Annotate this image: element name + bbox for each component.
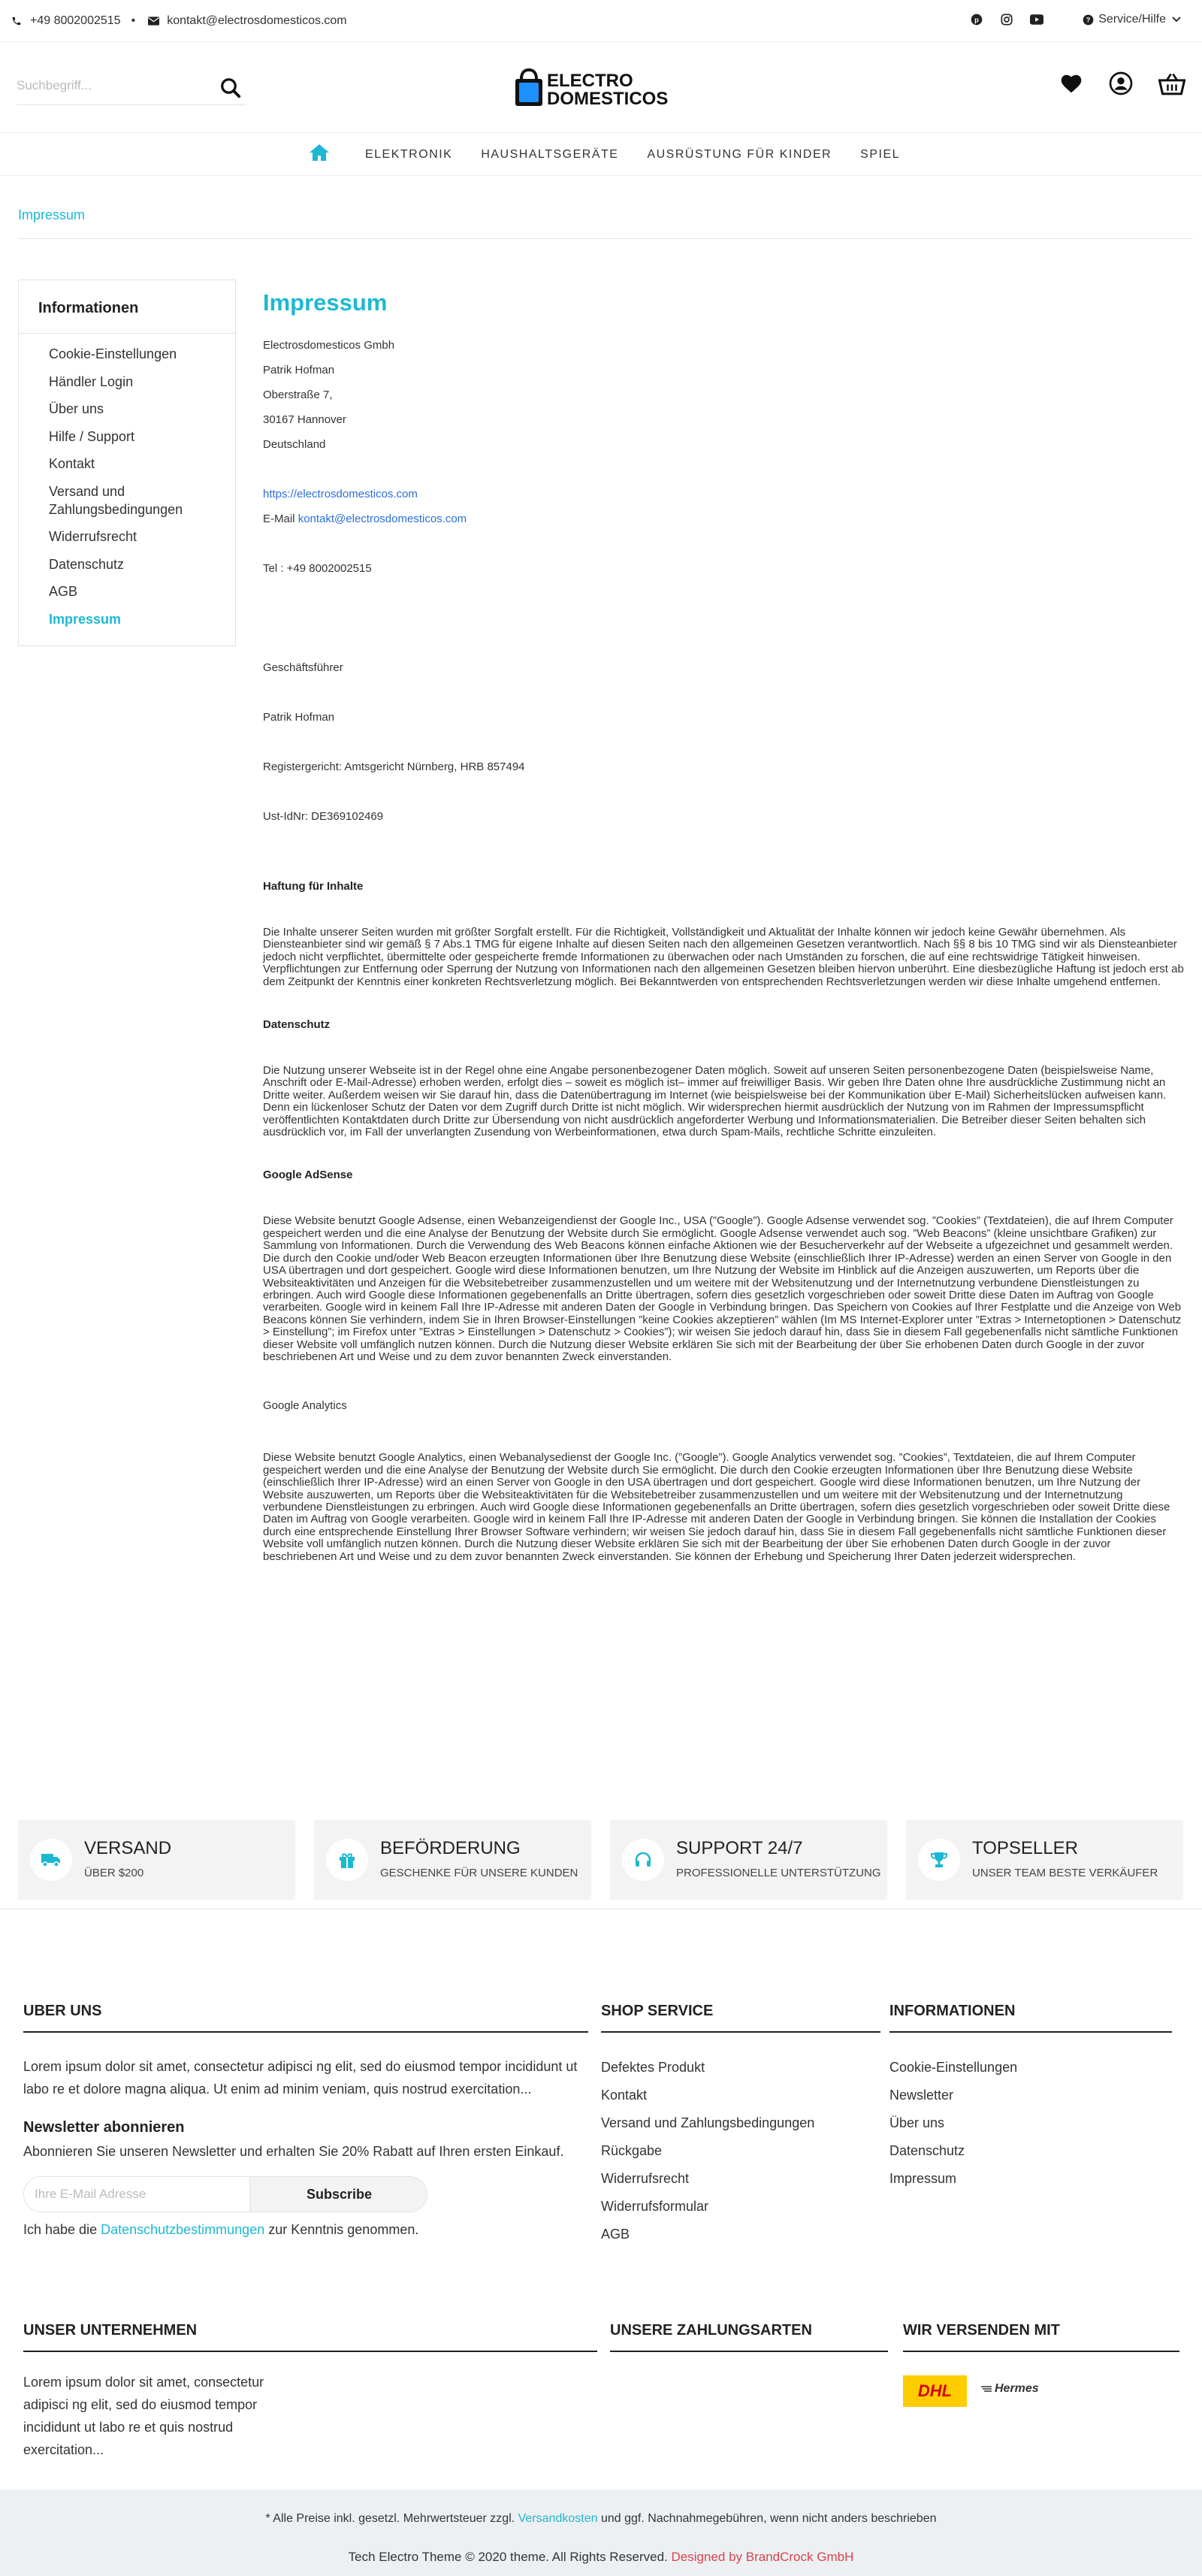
newsletter-privacy <box>23 2222 418 2238</box>
tax-pre: * Alle Preise inkl. gesetzl. Mehrwertsteuer zzgl. <box>265 2512 515 2525</box>
dhl-logo <box>903 2375 967 2407</box>
footer-about-title: UBER UNS <box>23 2003 102 2019</box>
gift-icon <box>326 1839 368 1881</box>
hermes-label: Hermes <box>995 2382 1039 2395</box>
address-street: Oberstraße 7, <box>263 389 333 401</box>
features-strip <box>18 1820 1184 1900</box>
newsletter-title: Newsletter abonnieren <box>23 2119 185 2136</box>
address-company: Electrosdomesticos Gmbh <box>263 339 395 352</box>
shipping-costs-link[interactable]: Versandkosten <box>518 2512 598 2525</box>
feature-title: SUPPORT 24/7 <box>676 1838 803 1858</box>
footer-company-underline <box>23 2351 597 2352</box>
nav-item-ausruestung-kinder[interactable]: AUSRÜSTUNG FÜR KINDER <box>647 147 832 161</box>
analytics-text: Diese Website benutzt Google Analytics, einen Webanalysedienst der Google Inc. (”Google”). Google Analytics verwendet sog. ”Cookies”, Textdateien, die auf Ihrem Computer gespeichert werden und die eine Analyse der Benutzung der Website durch Sie ermöglicht. Die durch den Cookie erzeugten Informationen über Ihre Benutzung diese Website (einschließlich Ihrer IP-Adresse) wird an einen Server von Google in den USA übertragen und dort gespeichert. Google wird diese Informationen benutzen, um Ihre Nutzung der Website auszuwerten, um Reports über die Websiteaktivitäten für die Websitebetreiber zusammenzustellen und um weitere mit der Websitenutzung und der Internetnutzung verbundene Dienstleistungen zu erbringen. Auch wird Google diese Informationen gegebenenfalls an Dritte übertragen, sofern dies gesetzlich vorgeschrieben oder soweit Dritte diese Daten im Auftrag von Google verarbeiten. Google wird in keinem Fall Ihre IP-Adresse mit anderen Daten der Google in Verbindung bringen. Sie können die Installation der Cookies durch eine entsprechende Einstellung Ihrer Browser Software verhindern; wir weisen Sie jedoch darauf hin, dass Sie in diesem Fall gegebenenfalls nicht sämtliche Funktionen dieser Website voll umfänglich nutzen können. Durch die Nutzung dieser Website erklären Sie sich mit der Bearbeitung der über Sie erhobenen Daten durch Google in der zuvor beschriebenen Art und Weise und zu dem zuvor benannten Zweck einverstanden. Sie können der Erhebung und Speicherung Ihrer Daten jederzeit widersprechen. <box>263 1451 1170 1563</box>
feature-support <box>610 1820 887 1900</box>
managing-director-name: Patrik Hofman <box>263 711 335 724</box>
feature-title: TOPSELLER <box>972 1838 1078 1858</box>
footer-info-list <box>889 2054 1017 2193</box>
breadcrumb-divider <box>18 238 1193 239</box>
analytics-heading: Google Analytics <box>263 1399 347 1413</box>
telephone: Tel : +49 8002002515 <box>263 562 372 575</box>
newsletter-subscribe-button[interactable]: Subscribe <box>249 2177 427 2212</box>
feature-versand <box>18 1820 295 1900</box>
footer-payment-underline <box>610 2351 888 2352</box>
envelope-icon <box>146 14 161 29</box>
phone-link[interactable]: +49 8002002515 <box>30 14 121 27</box>
sidebar-item-versand[interactable]: Versand und Zahlungsbedingungen <box>49 483 183 517</box>
header <box>0 43 1202 133</box>
sidebar-divider <box>19 333 235 334</box>
nav-item-spiel[interactable]: SPIEL <box>860 147 901 161</box>
footer-shop-title: SHOP SERVICE <box>601 2003 714 2019</box>
footer-about-text: Lorem ipsum dolor sit amet, consectetur adipisci ng elit, sed do eiusmod tempor incididunt ut labo re et dolore magna aliqua. Ut enim ad minim veniam, quis nostrud exercitation... <box>23 2059 578 2097</box>
sidebar-item-cookie-einstellungen[interactable]: Cookie-Einstellungen <box>49 346 177 361</box>
svg-text:?: ? <box>1086 16 1091 24</box>
wishlist-heart-icon[interactable] <box>1059 71 1083 99</box>
footer-info-title: INFORMATIONEN <box>889 2003 1016 2019</box>
footer-info-item[interactable]: Über uns <box>889 2115 945 2130</box>
sidebar-item-datenschutz[interactable]: Datenschutz <box>49 556 125 572</box>
top-bar <box>0 0 1202 42</box>
address-city: 30167 Hannover <box>263 413 346 426</box>
privacy-post: zur Kenntnis genommen. <box>268 2222 419 2237</box>
trophy-icon <box>918 1839 960 1881</box>
tax-notice <box>0 2512 1202 2526</box>
tax-post: und ggf. Nachnahmegebühren, wenn nicht anders beschrieben <box>600 2512 937 2525</box>
footer-info-item[interactable]: Cookie-Einstellungen <box>889 2060 1018 2075</box>
headset-icon <box>622 1839 664 1881</box>
address-name: Patrik Hofman <box>263 364 335 376</box>
footer-payment-title: UNSERE ZAHLUNGSARTEN <box>610 2322 812 2339</box>
hermes-logo <box>981 2382 1039 2396</box>
designer-link[interactable]: Designed by BrandCrock GmbH <box>671 2550 854 2564</box>
sidebar-item-haendler-login[interactable]: Händler Login <box>49 373 134 389</box>
footer-shop-item[interactable]: Kontakt <box>601 2088 648 2103</box>
sidebar-title: Informationen <box>38 300 139 316</box>
service-menu[interactable] <box>1080 12 1184 27</box>
pinterest-icon[interactable] <box>969 12 984 27</box>
content-email-link[interactable]: kontakt@electrosdomesticos.com <box>297 512 467 525</box>
nav-item-haushaltsgeraete[interactable]: HAUSHALTSGERÄTE <box>481 147 619 161</box>
vat-id: Ust-IdNr: DE369102469 <box>263 810 384 823</box>
footer-shipping-underline <box>903 2351 1179 2352</box>
feature-title: BEFÖRDERUNG <box>380 1838 521 1858</box>
youtube-icon[interactable] <box>1029 12 1044 27</box>
main-content <box>263 289 1184 1563</box>
haftung-text: Die Inhalte unserer Seiten wurden mit größter Sorgfalt erstellt. Für die Richtigkeit, Vollständigkeit und Aktualität der Inhalte können wir jedoch keine Gewähr übernehmen. Als Diensteanbieter sind wir gemäß § 7 Abs.1 TMG für eigene Inhalte auf diesen Seiten nach den allgemeinen Gesetzen verantwortlich. Nach §§ 8 bis 10 TMG sind wir als Diensteanbieter jedoch nicht verpflichtet, übermittelte oder gespeicherte fremde Informationen zu überwachen oder nach Umständen zu forschen, die auf eine rechtswidrige Tätigkeit hinweisen. Verpflichtungen zur Entfernung oder Sperrung der Nutzung von Informationen nach den allgemeinen Gesetzen bleiben hiervon unberührt. Eine diesbezügliche Haftung ist jedoch erst ab dem Zeitpunkt der Kenntnis einer konkreten Rechtsverletzung möglich. Bei Bekanntwerden von entsprechenden Rechtsverletzungen werden wir diese Inhalte umgehend entfernen. <box>263 926 1184 988</box>
logo-text-2: DOMESTICOS <box>547 89 669 109</box>
phone-icon <box>9 14 24 29</box>
feature-befoerderung <box>314 1820 591 1900</box>
privacy-link[interactable]: Datenschutzbestimmungen <box>101 2222 265 2237</box>
home-icon[interactable] <box>288 144 351 165</box>
email-label: E-Mail <box>263 512 295 525</box>
footer-shop-item[interactable]: Widerrufsrecht <box>601 2171 690 2186</box>
svg-text:p: p <box>974 16 980 24</box>
footer-shop-list <box>601 2054 814 2248</box>
sidebar-item-hilfe-support[interactable]: Hilfe / Support <box>49 428 135 444</box>
copyright-text: Tech Electro Theme © 2020 theme. All Rights Reserved. <box>348 2550 668 2564</box>
search-input[interactable] <box>17 71 204 101</box>
sidebar-item-agb[interactable]: AGB <box>49 584 78 599</box>
datenschutz-text: Die Nutzung unserer Webseite ist in der Regel ohne eine Angabe personenbezogener Daten möglich. Soweit auf unseren Seiten personenbezogene Daten (beispielsweise Name, Anschrift oder E-Mail-Adresse) erhoben werden, erfolgt dies – soweit es möglich ist– immer auf freiwilliger Basis. Wir geben Ihre Daten ohne Ihre ausdrückliche Zustimmung nicht an Dritte weiter. Außerdem weisen wir Sie darauf hin, dass die Datenübertragung im Internet (wie beispielsweise bei der Kommunikation über E-Mail) Sicherheitslücken aufweisen kann. Denn ein lückenloser Schutz der Daten vor dem Zugriff durch Dritte ist nicht möglich. Wir widersprechen hiermit ausdrücklich der Nutzung von im Rahmen der Impressumspflicht veröffentlichten Kontaktdaten durch Dritte zur Übersendung von nicht ausdrücklich angeforderter Werbung und Informationsmaterialien. Die Betreiber dieser Seiten behalten sich ausdrücklich vor, im Fall der unverlangten Zusendung von Werbeinformationen, etwa durch Spam-Mails, rechtliche Schritte einzuleiten. <box>263 1064 1167 1139</box>
newsletter-text: Abonnieren Sie unseren Newsletter und erhalten Sie 20% Rabatt auf Ihren ersten Einkauf. <box>23 2144 564 2159</box>
feature-subtitle: PROFESSIONELLE UNTERSTÜTZUNG <box>676 1867 881 1879</box>
topbar-separator: • <box>131 14 136 27</box>
main-nav <box>0 134 1202 176</box>
search-icon[interactable] <box>219 77 242 103</box>
footer-company-text: Lorem ipsum dolor sit amet, consectetur adipisci ng elit, sed do eiusmod tempor incididunt ut labo re et quis nostrud exercitation... <box>23 2375 264 2457</box>
footer-shop-item[interactable]: AGB <box>601 2227 630 2242</box>
footer-about-underline <box>23 2031 588 2033</box>
sidebar-item-widerrufsrecht[interactable]: Widerrufsrecht <box>49 529 137 544</box>
footer-info-underline <box>889 2031 1172 2033</box>
sidebar-item-kontakt[interactable]: Kontakt <box>49 456 95 471</box>
breadcrumb[interactable]: Impressum <box>18 207 86 222</box>
footer-info-item[interactable]: Impressum <box>889 2171 957 2186</box>
footer-shop-item[interactable]: Rückgabe <box>601 2143 663 2158</box>
footer-shop-item[interactable]: Versand und Zahlungsbedingungen <box>601 2115 815 2130</box>
footer-shop-underline <box>601 2031 880 2033</box>
managing-director-label: Geschäftsführer <box>263 661 343 674</box>
nav-item-elektronik[interactable]: ELEKTRONIK <box>364 147 453 161</box>
adsense-text: Diese Website benutzt Google Adsense, einen Webanzeigendienst der Google Inc., USA (”Google”). Google Adsense verwendet sog. ”Cookies” (Textdateien), die auf Ihrem Computer gespeichert werden und die eine Analyse der Benutzung der Website durch Sie ermöglicht. Google Adsense verwendet auch sog. ”Web Beacons” (kleine unsichtbare Grafiken) zur Sammlung von Informationen. Durch die Verwendung des Web Beacons können einfache Aktionen wie der Besucherverkehr auf der Webseite a ufgezeichnet und gesammelt werden. Die durch den Cookie und/oder Web Beacon erzeugten Informationen über Ihre Benutzung diese Website (einschließlich Ihrer IP-Adresse) werden an einen Server von Google in den USA übertragen und dort gespeichert. Google wird diese Informationen benutzen, um Ihre Nutzung der Website im Hinblick auf die Anzeigen auszuwerten, um Reports über die Websiteaktivitäten und Anzeigen für die Websitebetreiber zusammenzustellen und um weitere mit der Websitenutzung und der Internetnutzung verbundene Dienstleistungen zu erbringen. Auch wird Google diese Informationen gegebenenfalls an Dritte übertragen, sofern dies gesetzlich vorgeschrieben oder soweit Dritte diese Daten im Auftrag von Google verarbeiten. Google wird in keinem Fall Ihre IP-Adresse mit anderen Daten der Google in Verbindung bringen. Das Speichern von Cookies auf Ihrer Festplatte und die Anzeige von Web Beacons können Sie verhindern, indem Sie in Ihren Browser-Einstellungen ”keine Cookies akzeptieren” wählen (Im MS Internet-Explorer unter ”Extras > Internetoptionen > Datenschutz > Einstellung”; im Firefox unter ”Extras > Einstellungen > Datenschutz > Cookies”); wir weisen Sie jedoch darauf hin, dass Sie in diesem Fall gegebenenfalls nicht sämtliche Funktionen dieser Website voll umfänglich nutzen können. Durch die Nutzung dieser Website erklären Sie sich mit der Bearbeitung der über Sie erhobenen Daten durch Google in der zuvor beschriebenen Art und Weise und zu dem zuvor benannten Zweck einverstanden. <box>263 1214 1182 1363</box>
footer-info-item[interactable]: Datenschutz <box>889 2143 965 2158</box>
chevron-down-icon <box>1169 12 1184 27</box>
shopping-basket-icon[interactable] <box>1158 71 1185 99</box>
feature-title: VERSAND <box>84 1838 172 1858</box>
instagram-icon[interactable] <box>999 12 1014 27</box>
copyright <box>0 2550 1202 2565</box>
sidebar <box>18 280 236 646</box>
account-user-icon[interactable] <box>1109 71 1133 99</box>
footer-company-title: UNSER UNTERNEHMEN <box>23 2322 198 2339</box>
search-box <box>17 71 246 105</box>
question-circle-icon <box>1080 12 1095 27</box>
email-link[interactable]: kontakt@electrosdomesticos.com <box>167 14 347 27</box>
feature-subtitle: ÜBER $200 <box>84 1867 144 1879</box>
feature-subtitle: UNSER TEAM BESTE VERKÄUFER <box>972 1867 1158 1879</box>
logo[interactable] <box>514 67 687 109</box>
service-label: Service/Hilfe <box>1098 13 1166 26</box>
logo-graphic <box>514 67 687 109</box>
footer-shop-item[interactable]: Widerrufsformular <box>601 2199 709 2214</box>
feature-subtitle: GESCHENKE FÜR UNSERE KUNDEN <box>380 1867 578 1879</box>
sidebar-item-ueber-uns[interactable]: Über uns <box>49 401 104 416</box>
sidebar-item-impressum[interactable]: Impressum <box>49 611 122 627</box>
dhl-label: DHL <box>917 2381 953 2400</box>
footer-info-item[interactable]: Newsletter <box>889 2088 954 2103</box>
adsense-heading: Google AdSense <box>263 1169 353 1182</box>
logo-text-1: ELECTRO <box>547 71 633 91</box>
register-court: Registergericht: Amtsgericht Nürnberg, HRB 857494 <box>263 760 525 773</box>
feature-topseller <box>906 1820 1183 1900</box>
address-country: Deutschland <box>263 438 326 451</box>
footer-shop-item[interactable]: Defektes Produkt <box>601 2060 705 2075</box>
website-link[interactable]: https://electrosdomesticos.com <box>263 488 418 500</box>
page-title: Impressum <box>263 289 388 316</box>
privacy-pre: Ich habe die <box>23 2222 98 2237</box>
haftung-heading: Haftung für Inhalte <box>263 880 364 893</box>
datenschutz-heading: Datenschutz <box>263 1018 331 1032</box>
newsletter-email-input[interactable] <box>24 2177 249 2212</box>
bottom-bar <box>0 2490 1202 2576</box>
footer-shipping-title: WIR VERSENDEN MIT <box>903 2322 1060 2339</box>
newsletter-form <box>23 2176 427 2212</box>
truck-icon <box>30 1839 72 1881</box>
